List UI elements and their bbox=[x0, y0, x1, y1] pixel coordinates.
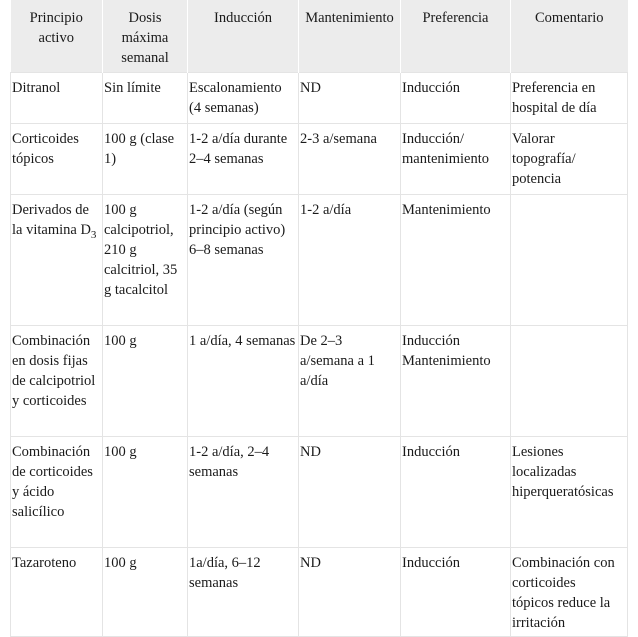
cell-mantenimiento: ND bbox=[299, 437, 401, 548]
cell-principio: Tazaroteno bbox=[11, 548, 103, 637]
cell-induccion: 1-2 a/día, 2–4 semanas bbox=[188, 437, 299, 548]
cell-preferencia: Inducción bbox=[401, 73, 511, 124]
cell-dosis: 100 g bbox=[103, 548, 188, 637]
header-row bbox=[11, 0, 628, 73]
table-row bbox=[11, 548, 628, 637]
header-preferencia: Preferencia bbox=[401, 0, 511, 73]
cell-comentario: Preferencia en hospital de día bbox=[511, 73, 628, 124]
cell-comentario: Combinación con corticoides tópicos reduce la irritación bbox=[511, 548, 628, 637]
cell-principio: Combinación de corticoides y ácido salicílico bbox=[11, 437, 103, 548]
cell-dosis: 100 g bbox=[103, 326, 188, 437]
cell-mantenimiento: 2-3 a/semana bbox=[299, 124, 401, 195]
cell-dosis: 100 g bbox=[103, 437, 188, 548]
cell-mantenimiento: ND bbox=[299, 548, 401, 637]
cell-principio: Corticoides tópicos bbox=[11, 124, 103, 195]
cell-mantenimiento: 1-2 a/día bbox=[299, 195, 401, 326]
header-comentario: Comentario bbox=[511, 0, 628, 73]
cell-comentario: Lesiones localizadas hiperqueratósicas bbox=[511, 437, 628, 548]
table-header bbox=[11, 0, 628, 73]
cell-induccion: 1 a/día, 4 semanas bbox=[188, 326, 299, 437]
cell-mantenimiento: De 2–3 a/semana a 1 a/día bbox=[299, 326, 401, 437]
treatment-table-container bbox=[10, 0, 627, 637]
cell-preferencia: Inducción Mantenimiento bbox=[401, 326, 511, 437]
cell-induccion: 1-2 a/día durante 2–4 semanas bbox=[188, 124, 299, 195]
cell-preferencia: Inducción bbox=[401, 548, 511, 637]
principio-text: Derivados de la vitamina D bbox=[12, 202, 91, 238]
cell-preferencia: Mantenimiento bbox=[401, 195, 511, 326]
table-row bbox=[11, 73, 628, 124]
table-row bbox=[11, 437, 628, 548]
table-row bbox=[11, 124, 628, 195]
cell-induccion: Escalonamiento (4 semanas) bbox=[188, 73, 299, 124]
header-principio: Principio activo bbox=[11, 0, 103, 73]
table-row bbox=[11, 195, 628, 326]
cell-induccion: 1-2 a/día (según principio activo) 6–8 semanas bbox=[188, 195, 299, 326]
cell-comentario bbox=[511, 326, 628, 437]
header-mantenimiento: Mantenimiento bbox=[299, 0, 401, 73]
cell-dosis: Sin límite bbox=[103, 73, 188, 124]
table-body bbox=[11, 73, 628, 637]
cell-comentario: Valorar topografía/ potencia bbox=[511, 124, 628, 195]
cell-dosis: 100 g calcipotriol, 210 g calcitriol, 35 g tacalcitol bbox=[103, 195, 188, 326]
cell-principio: Combinación en dosis fijas de calcipotriol y corticoides bbox=[11, 326, 103, 437]
cell-principio bbox=[11, 195, 103, 326]
cell-principio: Ditranol bbox=[11, 73, 103, 124]
treatment-table bbox=[10, 0, 628, 637]
header-dosis: Dosis máxima semanal bbox=[103, 0, 188, 73]
cell-dosis: 100 g (clase 1) bbox=[103, 124, 188, 195]
cell-mantenimiento: ND bbox=[299, 73, 401, 124]
cell-comentario bbox=[511, 195, 628, 326]
subscript: 3 bbox=[90, 228, 97, 241]
table-row bbox=[11, 326, 628, 437]
cell-preferencia: Inducción bbox=[401, 437, 511, 548]
header-induccion: Inducción bbox=[188, 0, 299, 73]
cell-induccion: 1a/día, 6–12 semanas bbox=[188, 548, 299, 637]
cell-preferencia: Inducción/ mantenimiento bbox=[401, 124, 511, 195]
